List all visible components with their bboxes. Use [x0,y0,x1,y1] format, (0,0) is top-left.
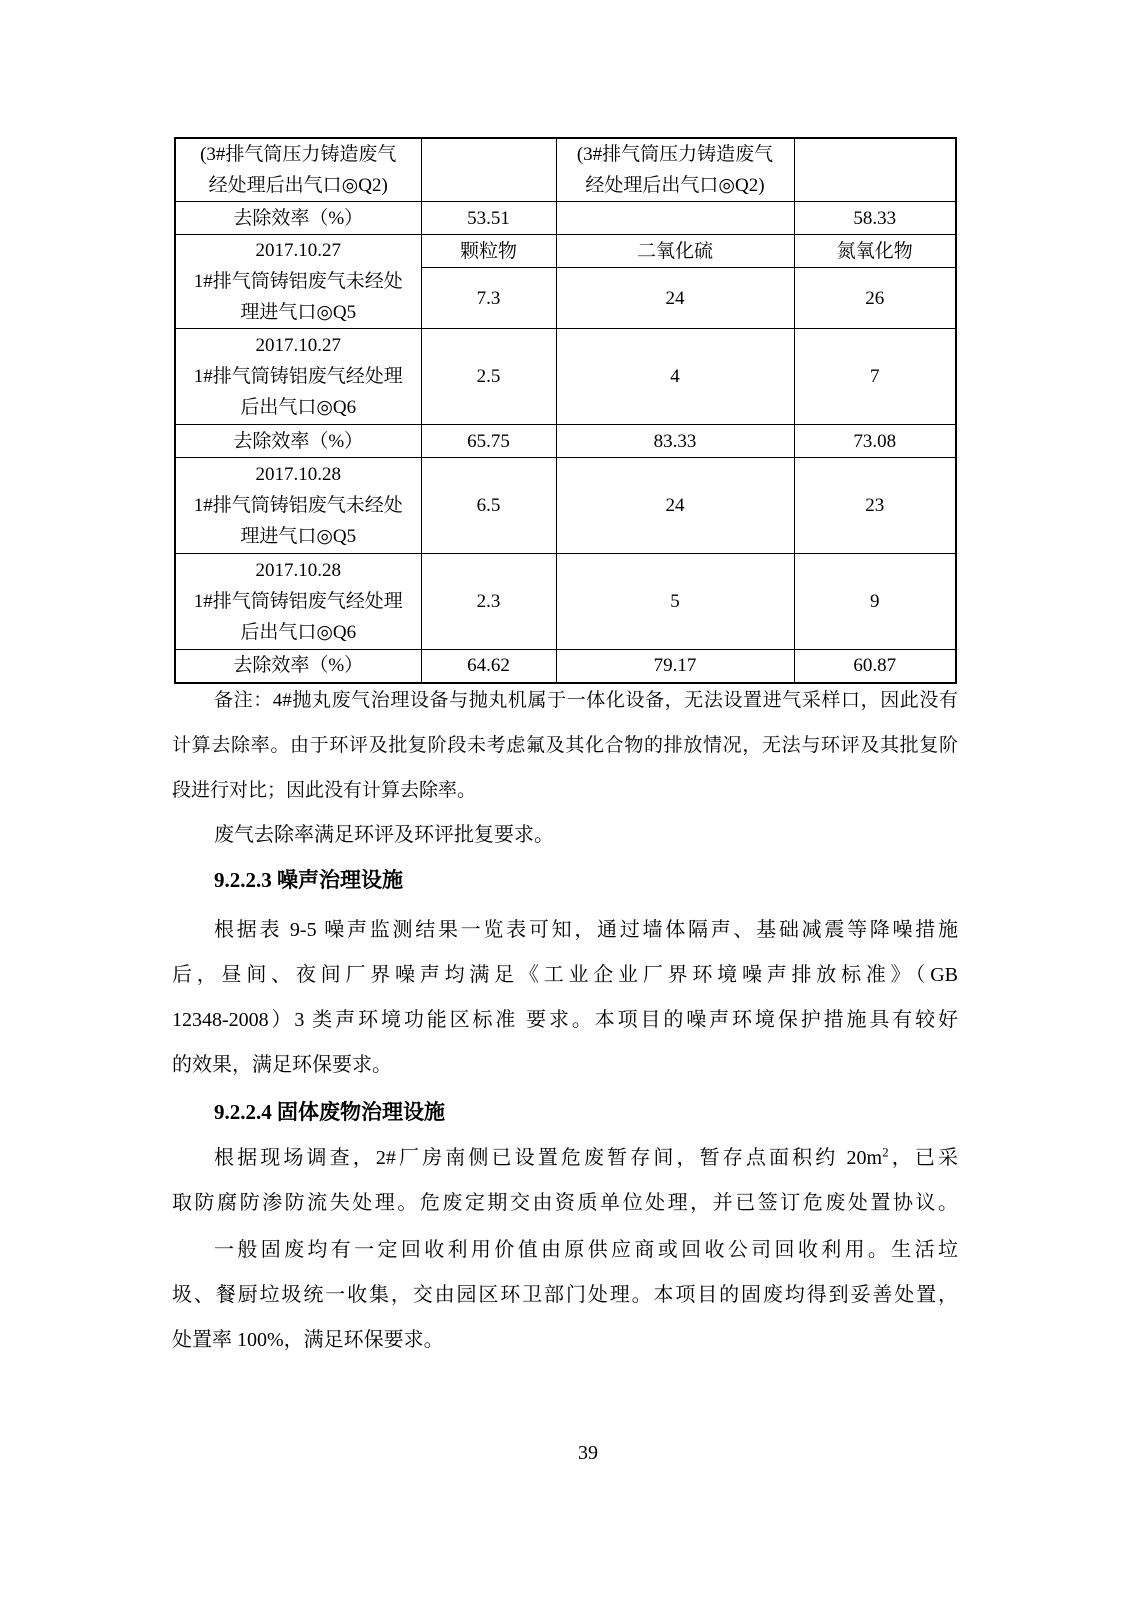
table-cell: 2017.10.27 1#排气筒铸铝废气未经处 理进气口◎Q5 [175,235,421,329]
exhaust-conclusion-paragraph: 废气去除率满足环评及环评批复要求。 [214,824,554,846]
table-cell [794,138,956,202]
table-cell: (3#排气筒压力铸造废气 经处理后出气口◎Q2) [556,138,794,202]
table-cell: 二氧化硫 [556,235,794,268]
section-heading-solid-waste: 9.2.2.4 固体废物治理设施 [214,1100,445,1124]
page-number: 39 [578,1442,598,1464]
table-cell: (3#排气筒压力铸造废气 经处理后出气口◎Q2) [175,138,421,202]
note-line: 备注：4#抛丸废气治理设备与抛丸机属于一体化设备，无法设置进气采样口，因此没有 [214,690,958,711]
table-cell: 24 [556,268,794,329]
table-cell: 去除效率（%） [175,202,421,235]
table-cell: 24 [556,458,794,554]
table-cell: 6.5 [421,458,556,554]
table-row [175,554,956,650]
table-cell: 氮氧化物 [794,235,956,268]
table-cell: 83.33 [556,425,794,458]
table-cell: 颗粒物 [421,235,556,268]
emission-results-table [174,137,957,684]
table-cell: 2.3 [421,554,556,650]
table-cell: 2.5 [421,329,556,425]
table-cell: 58.33 [794,202,956,235]
table-cell: 53.51 [421,202,556,235]
table-cell: 7.3 [421,268,556,329]
note-line: 段进行对比；因此没有计算去除率。 [172,780,477,801]
table-row [175,138,956,202]
table-cell: 7 [794,329,956,425]
section-heading-noise: 9.2.2.3 噪声治理设施 [214,868,403,892]
table-cell: 65.75 [421,425,556,458]
table-row [175,235,956,268]
table-cell: 4 [556,329,794,425]
table-cell [556,202,794,235]
table-row [175,202,956,235]
table-cell: 去除效率（%） [175,425,421,458]
table-cell: 26 [794,268,956,329]
table-cell: 73.08 [794,425,956,458]
table-cell: 去除效率（%） [175,650,421,683]
superscript: 2 [882,1144,889,1160]
table-cell: 79.17 [556,650,794,683]
noise-paragraph: 根据表 9-5 噪声监测结果一览表可知，通过墙体隔声、基础减震等降噪措施 后，昼间、夜间厂界噪声均满足《工业企业厂界环境噪声排放标准》（GB 12348-2008）3 类声环境功能区标准 要求。本项目的噪声环境保护措施具有较好 的效果，满足环保要求。 [172,919,958,1076]
solid-waste-paragraph-2: 一般固废均有一定回收利用价值由原供应商或回收公司回收利用。生活垃 圾、餐厨垃圾统一收集，交由园区环卫部门处理。本项目的固废均得到妥善处置， 处置率 100%，满足环保要求。 [172,1239,958,1351]
table-cell: 23 [794,458,956,554]
table-row [175,458,956,554]
table-cell: 2017.10.28 1#排气筒铸铝废气经处理 后出气口◎Q6 [175,554,421,650]
table-row [175,425,956,458]
table-row [175,329,956,425]
table-cell [421,138,556,202]
table-note [172,678,958,813]
table-cell: 2017.10.28 1#排气筒铸铝废气未经处 理进气口◎Q5 [175,458,421,554]
table-cell: 5 [556,554,794,650]
table-cell: 60.87 [794,650,956,683]
table-cell: 9 [794,554,956,650]
table-cell: 64.62 [421,650,556,683]
table-cell: 2017.10.27 1#排气筒铸铝废气经处理 后出气口◎Q6 [175,329,421,425]
note-line: 计算去除率。由于环评及批复阶段未考虑氟及其化合物的排放情况，无法与环评及其批复阶 [172,735,958,756]
solid-waste-paragraph-1: 根据现场调查，2#厂房南侧已设置危废暂存间，暂存点面积约 $20m^2$，已采 取防腐防渗防流失处理。危废定期交由资质单位处理，并已签订危废处置协议。 [172,1144,958,1214]
